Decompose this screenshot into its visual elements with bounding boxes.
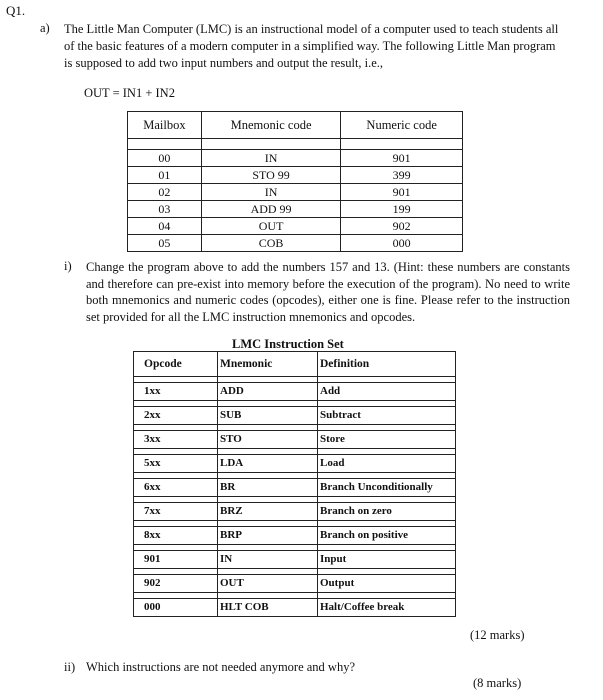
instruction-opcode: 902 [134,575,218,593]
instruction-definition: Add [318,383,456,401]
instruction-set-body [134,352,456,617]
set-header-definition: Definition [318,352,456,377]
instruction-mnemonic: BRZ [218,503,318,521]
instruction-mnemonic: LDA [218,455,318,473]
program-row [128,218,463,235]
program-row [128,150,463,167]
sub-i-label: i) [64,259,72,273]
program-cell-mnemonic: STO 99 [201,167,340,184]
instruction-set-title: LMC Instruction Set [232,337,344,351]
set-header-opcode: Opcode [134,352,218,377]
program-row [128,184,463,201]
program-cell-mailbox: 04 [128,218,202,235]
part-a-text: The Little Man Computer (LMC) is an instructional model of a computer used to teach students all of the basic features of a modern computer in a simplified way. The following Little Man program is supposed to add two input numbers and output the result, i.e., [64,22,559,70]
instruction-definition: Branch Unconditionally [318,479,456,497]
program-cell-mnemonic: IN [201,184,340,201]
program-row [128,167,463,184]
program-cell-mnemonic: ADD 99 [201,201,340,218]
instruction-definition: Store [318,431,456,449]
instruction-opcode: 3xx [134,431,218,449]
program-table [127,111,463,252]
instruction-definition: Load [318,455,456,473]
instruction-mnemonic: BR [218,479,318,497]
instruction-opcode: 901 [134,551,218,569]
program-cell-mailbox: 05 [128,235,202,252]
program-cell-mailbox: 01 [128,167,202,184]
marks-part-i: (12 marks) [470,628,525,642]
instruction-opcode: 000 [134,599,218,617]
instruction-opcode: 7xx [134,503,218,521]
instruction-row [134,527,456,545]
instruction-mnemonic: BRP [218,527,318,545]
program-cell-mailbox: 00 [128,150,202,167]
instruction-definition: Halt/Coffee break [318,599,456,617]
instruction-opcode: 8xx [134,527,218,545]
instruction-row [134,503,456,521]
instruction-row [134,575,456,593]
instruction-mnemonic: STO [218,431,318,449]
program-spacer-cell [201,139,340,150]
instruction-mnemonic: HLT COB [218,599,318,617]
program-cell-numeric: 902 [341,218,463,235]
sub-ii-text: Which instructions are not needed anymore and why? [86,660,356,674]
program-cell-numeric: 199 [341,201,463,218]
program-cell-mnemonic: OUT [201,218,340,235]
part-a-label: a) [40,21,50,35]
program-cell-numeric: 399 [341,167,463,184]
program-cell-numeric: 901 [341,184,463,201]
instruction-opcode: 2xx [134,407,218,425]
program-cell-mnemonic: COB [201,235,340,252]
marks-part-ii: (8 marks) [473,676,522,690]
program-spacer-cell [341,139,463,150]
program-cell-mnemonic: IN [201,150,340,167]
instruction-row [134,431,456,449]
instruction-definition: Subtract [318,407,456,425]
instruction-mnemonic: OUT [218,575,318,593]
instruction-row [134,551,456,569]
instruction-set-table [133,351,456,617]
instruction-row [134,383,456,401]
program-header-mailbox: Mailbox [128,112,202,139]
instruction-row [134,407,456,425]
instruction-opcode: 5xx [134,455,218,473]
sub-ii-label: ii) [64,660,76,674]
instruction-mnemonic: IN [218,551,318,569]
question-label: Q1. [6,3,26,18]
instruction-set-header-row [134,352,456,377]
instruction-row [134,599,456,617]
instruction-row [134,455,456,473]
program-cell-mailbox: 03 [128,201,202,218]
program-row [128,201,463,218]
program-header-numeric: Numeric code [341,112,463,139]
instruction-mnemonic: ADD [218,383,318,401]
formula: OUT = IN1 + IN2 [84,86,175,100]
instruction-definition: Branch on positive [318,527,456,545]
instruction-row [134,479,456,497]
program-row [128,235,463,252]
instruction-definition: Input [318,551,456,569]
program-header-mnemonic: Mnemonic code [201,112,340,139]
program-table-body [128,139,463,252]
program-cell-mailbox: 02 [128,184,202,201]
sub-i-text: Change the program above to add the numbers 157 and 13. (Hint: these numbers are constants and therefore can pre-exist into memory before the execution of the program). No need to write both mnemonics and numeric codes (opcodes), either one is fine. Please refer to the instruction set provided for all the LMC instruction mnemonics and opcodes. [86,260,570,324]
instruction-opcode: 1xx [134,383,218,401]
instruction-mnemonic: SUB [218,407,318,425]
instruction-opcode: 6xx [134,479,218,497]
program-spacer-row [128,139,463,150]
instruction-definition: Output [318,575,456,593]
set-header-mnemonic: Mnemonic [218,352,318,377]
program-cell-numeric: 000 [341,235,463,252]
program-spacer-cell [128,139,202,150]
program-cell-numeric: 901 [341,150,463,167]
instruction-definition: Branch on zero [318,503,456,521]
